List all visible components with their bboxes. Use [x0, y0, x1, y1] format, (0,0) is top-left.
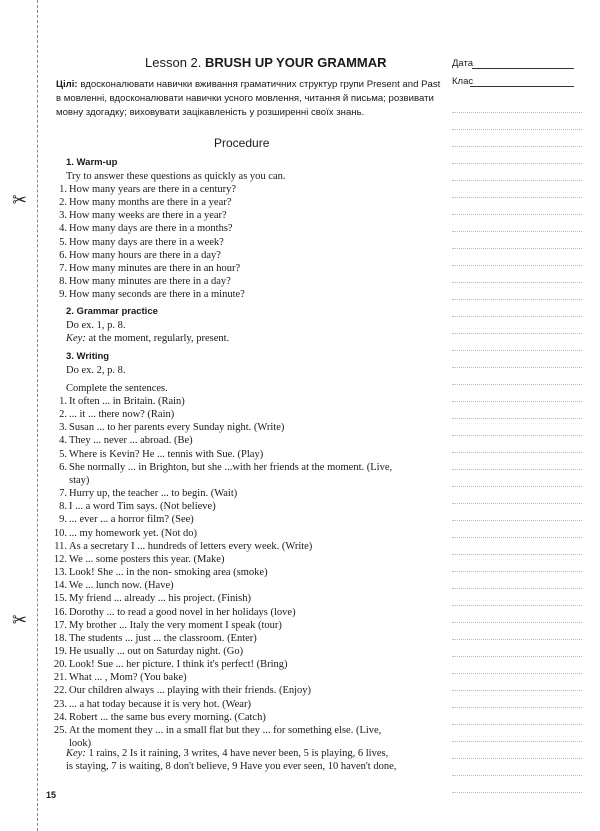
sentence-number: 7.	[59, 488, 67, 500]
sentence-number: 24.	[53, 711, 67, 723]
note-line	[452, 350, 582, 351]
sentence-text: Where is Kevin? He ... tennis with Sue. (Play)	[69, 448, 264, 460]
writing-sentence	[52, 553, 392, 566]
warmup-instruction: Try to answer these questions as quickly as you can.	[66, 171, 286, 182]
warmup-question	[52, 236, 245, 249]
question-text: How many minutes are there in a day?	[69, 276, 231, 288]
question-number: 7.	[59, 262, 67, 274]
sentence-text: What ... , Mom? (You bake)	[69, 672, 187, 684]
note-line	[452, 656, 582, 657]
sentence-text: Dorothy ... to read a good novel in her holidays (love)	[69, 606, 296, 618]
sentence-text: Our children always ... playing with their friends. (Enjoy)	[69, 685, 312, 697]
lesson-aims	[56, 78, 448, 120]
writing-sentence	[52, 395, 392, 408]
question-text: How many days are there in a months?	[69, 223, 233, 235]
warmup-question	[52, 222, 245, 235]
writing-sentence	[52, 579, 392, 592]
writing-sentence	[52, 408, 392, 421]
writing-key-text-1: 1 rains, 2 Is it raining, 3 writes, 4 have never been, 5 is playing, 6 lives,	[85, 748, 389, 759]
sentence-number: 19.	[53, 645, 67, 657]
writing-sentence	[52, 434, 392, 447]
writing-sentence	[52, 421, 392, 434]
writing-key-line-2: is staying, 7 is waiting, 8 don't believe, 9 Have you ever seen, 10 haven't done,	[66, 761, 397, 772]
sentence-text: At the moment they ... in a small flat but they ... for something else. (Live,	[69, 724, 382, 736]
note-line	[452, 333, 582, 334]
sentence-number: 2.	[59, 409, 67, 421]
question-text: How many months are there in a year?	[69, 197, 232, 209]
sentence-number: 8.	[59, 501, 67, 513]
note-line	[452, 486, 582, 487]
writing-sentence	[52, 698, 392, 711]
note-line	[452, 129, 582, 130]
sentence-text: As a secretary I ... hundreds of letters every week. (Write)	[69, 540, 313, 552]
lesson-number: Lesson 2.	[145, 55, 202, 70]
page-number: 15	[46, 790, 57, 800]
sentence-text: ... it ... there now? (Rain)	[69, 409, 175, 421]
note-line	[452, 418, 582, 419]
note-line	[452, 537, 582, 538]
note-line	[452, 622, 582, 623]
sentence-text: Look! She ... in the non- smoking area (smoke)	[69, 567, 268, 579]
sentence-text: Susan ... to her parents every Sunday night. (Write)	[69, 422, 285, 434]
question-number: 6.	[59, 249, 67, 261]
sentence-text: ... ever ... a horror film? (See)	[69, 514, 194, 526]
warmup-question	[52, 196, 245, 209]
writing-sentence	[52, 500, 392, 513]
class-label: Клас	[452, 76, 474, 87]
sentence-continuation: look)	[69, 738, 92, 750]
class-field[interactable]	[470, 86, 574, 87]
sentence-text: We ... lunch now. (Have)	[69, 580, 174, 592]
aims-label: Цілі:	[56, 79, 78, 90]
note-line	[452, 180, 582, 181]
sentence-number: 25.	[53, 724, 67, 736]
writing-instruction: Complete the sentences.	[66, 383, 168, 394]
note-line	[452, 639, 582, 640]
writing-sentence	[52, 632, 392, 645]
sentence-number: 9.	[59, 514, 67, 526]
sentence-text: I ... a word Tim says. (Not believe)	[69, 501, 216, 513]
writing-sentence	[52, 684, 392, 697]
sentence-number: 15.	[53, 593, 67, 605]
date-field[interactable]	[472, 68, 574, 69]
sentence-number: 12.	[53, 553, 67, 565]
warmup-question-list	[52, 183, 245, 301]
note-line	[452, 571, 582, 572]
sentence-number: 21.	[53, 672, 67, 684]
sentence-number: 6.	[59, 461, 67, 473]
note-line	[452, 707, 582, 708]
sentence-number: 22.	[53, 685, 67, 697]
note-line	[452, 384, 582, 385]
sentence-text: The students ... just ... the classroom. (Enter)	[69, 632, 257, 644]
writing-sentence	[52, 658, 392, 671]
sentence-text: It often ... in Britain. (Rain)	[69, 396, 185, 407]
scissors-icon: ✂	[12, 610, 28, 631]
scissors-icon: ✂	[12, 190, 28, 211]
sentence-number: 10.	[53, 527, 67, 539]
note-line	[452, 775, 582, 776]
note-line	[452, 265, 582, 266]
question-text: How many days are there in a week?	[69, 236, 224, 248]
note-line	[452, 741, 582, 742]
warmup-question	[52, 183, 245, 196]
writing-task: Do ex. 2, p. 8.	[66, 365, 126, 376]
writing-sentence	[52, 724, 392, 737]
writing-sentence	[52, 461, 392, 474]
note-line	[452, 469, 582, 470]
sentence-number: 11.	[54, 540, 67, 552]
note-line	[452, 554, 582, 555]
sentence-text: They ... never ... abroad. (Be)	[69, 435, 193, 447]
note-line	[452, 316, 582, 317]
note-line	[452, 282, 582, 283]
writing-sentence	[52, 448, 392, 461]
sentence-text: ... a hat today because it is very hot. (Wear)	[69, 698, 251, 710]
question-text: How many years are there in a century?	[69, 184, 237, 195]
question-text: How many hours are there in a day?	[69, 249, 221, 261]
question-number: 1.	[59, 184, 67, 195]
cut-line	[37, 0, 38, 831]
question-text: How many seconds are there in a minute?	[69, 289, 245, 301]
sentence-continuation: stay)	[69, 474, 90, 486]
question-number: 2.	[59, 197, 67, 209]
note-line	[452, 673, 582, 674]
note-line	[452, 690, 582, 691]
writing-heading: 3. Writing	[66, 351, 110, 362]
sentence-number: 3.	[59, 422, 67, 434]
question-number: 8.	[59, 276, 67, 288]
question-number: 4.	[59, 223, 67, 235]
sentence-number: 14.	[53, 580, 67, 592]
question-number: 9.	[59, 289, 67, 301]
sentence-text: She normally ... in Brighton, but she ...with her friends at the moment. (Live,	[69, 461, 393, 473]
note-line	[452, 146, 582, 147]
writing-sentence	[52, 711, 392, 724]
warmup-question	[52, 249, 245, 262]
note-line	[452, 435, 582, 436]
sentence-text: We ... some posters this year. (Make)	[69, 553, 225, 565]
sentence-text: Robert ... the same bus every morning. (Catch)	[69, 711, 266, 723]
aims-text: вдосконалювати навички вживання граматичних структур групи Present and Past в мовленні, вдосконалювати навички усного мовлення, читання й письма; розвивати мовну здогадку; виховувати зацікавленість у розширенні своїх знань.	[56, 79, 441, 118]
sentence-text: He usually ... out on Saturday night. (Go)	[69, 645, 244, 657]
writing-sentence	[52, 566, 392, 579]
writing-sentence	[52, 540, 392, 553]
question-number: 3.	[59, 210, 67, 222]
question-number: 5.	[59, 236, 67, 248]
note-line	[452, 503, 582, 504]
note-line	[452, 605, 582, 606]
note-line	[452, 367, 582, 368]
note-line	[452, 520, 582, 521]
note-line	[452, 197, 582, 198]
sentence-number: 5.	[59, 448, 67, 460]
writing-sentence	[52, 645, 392, 658]
grammar-heading: 2. Grammar practice	[66, 306, 158, 317]
warmup-question	[52, 288, 245, 301]
note-line	[452, 299, 582, 300]
warmup-heading: 1. Warm-up	[66, 157, 118, 168]
writing-sentence	[52, 671, 392, 684]
sentence-text: Look! Sue ... her picture. I think it's perfect! (Bring)	[69, 659, 288, 671]
note-line	[452, 214, 582, 215]
warmup-question	[52, 262, 245, 275]
note-line	[452, 248, 582, 249]
note-line	[452, 112, 582, 113]
note-line	[452, 163, 582, 164]
sentence-text: My friend ... already ... his project. (Finish)	[69, 593, 251, 605]
writing-sentence-list	[52, 395, 392, 750]
note-line	[452, 758, 582, 759]
writing-sentence	[52, 487, 392, 500]
sentence-number: 17.	[53, 619, 67, 631]
writing-sentence	[52, 513, 392, 526]
note-line	[452, 231, 582, 232]
sentence-number: 1.	[59, 396, 67, 407]
note-line	[452, 452, 582, 453]
grammar-task: Do ex. 1, p. 8.	[66, 320, 126, 331]
procedure-title: Procedure	[214, 136, 270, 150]
sentence-number: 18.	[53, 632, 67, 644]
note-line	[452, 401, 582, 402]
grammar-key-label: Key:	[66, 333, 86, 344]
warmup-question	[52, 275, 245, 288]
note-line	[452, 724, 582, 725]
date-label: Дата	[452, 58, 474, 69]
writing-sentence	[52, 619, 392, 632]
grammar-key	[66, 332, 229, 345]
lesson-title	[145, 55, 387, 70]
sentence-number: 20.	[53, 659, 67, 671]
sentence-text: Hurry up, the teacher ... to begin. (Wait)	[69, 488, 238, 500]
question-text: How many weeks are there in a year?	[69, 210, 227, 222]
writing-sentence	[52, 592, 392, 605]
note-line	[452, 792, 582, 793]
sentence-number: 23.	[53, 698, 67, 710]
sentence-text: ... my homework yet. (Not do)	[69, 527, 198, 539]
writing-key-line-1	[66, 747, 388, 760]
writing-key-label: Key:	[66, 748, 86, 759]
lesson-topic: BRUSH UP YOUR GRAMMAR	[205, 55, 387, 70]
note-line	[452, 588, 582, 589]
sentence-number: 4.	[59, 435, 67, 447]
writing-sentence	[52, 527, 392, 540]
sentence-text: My brother ... Italy the very moment I speak (tour)	[69, 619, 282, 631]
question-text: How many minutes are there in an hour?	[69, 262, 241, 274]
grammar-key-text: at the moment, regularly, present.	[85, 333, 230, 344]
sentence-number: 13.	[53, 567, 67, 579]
writing-sentence	[52, 606, 392, 619]
sentence-number: 16.	[53, 606, 67, 618]
warmup-question	[52, 209, 245, 222]
